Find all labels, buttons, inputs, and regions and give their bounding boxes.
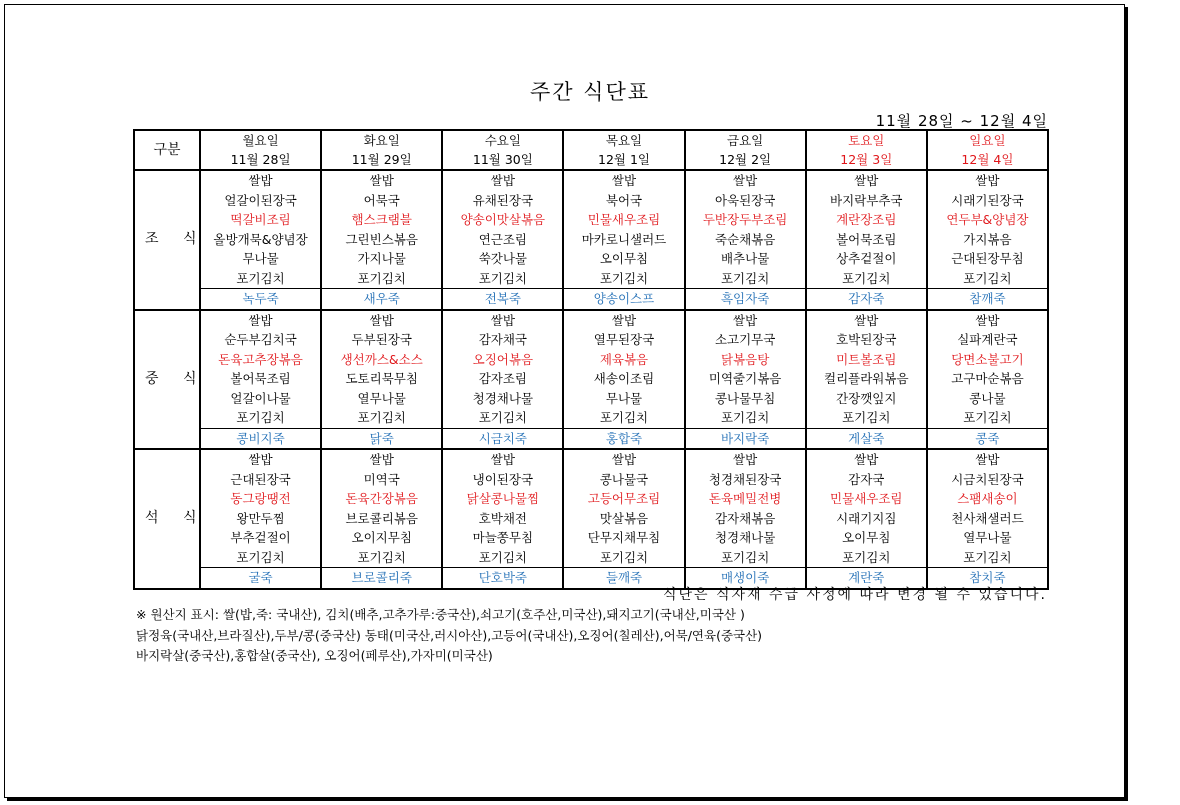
menu-item: 죽순채볶음 xyxy=(685,230,806,250)
menu-item: 시래기지짐 xyxy=(806,509,927,529)
porridge-item: 매생이죽 xyxy=(685,568,806,589)
header-day-date: 11월 30일 xyxy=(442,150,563,170)
menu-item: 콩나물무침 xyxy=(685,389,806,409)
menu-item: 포기김치 xyxy=(200,548,321,568)
menu-item: 쌀밥 xyxy=(927,310,1048,331)
menu-item: 포기김치 xyxy=(200,408,321,428)
menu-item: 쌀밥 xyxy=(200,449,321,470)
menu-item: 고등어무조림 xyxy=(563,489,684,509)
menu-row xyxy=(134,548,1048,568)
menu-item: 바지락부추국 xyxy=(806,191,927,211)
menu-item: 쌀밥 xyxy=(442,170,563,191)
menu-row xyxy=(134,191,1048,211)
menu-item: 스팸새송이 xyxy=(927,489,1048,509)
menu-item: 돈육메밀전병 xyxy=(685,489,806,509)
menu-item: 쌀밥 xyxy=(321,449,442,470)
menu-item: 마카로니샐러드 xyxy=(563,230,684,250)
porridge-item: 콩죽 xyxy=(927,428,1048,449)
origin-line-1: ※ 원산지 표시: 쌀(밥,죽: 국내산), 김치(배추,고추가루:중국산),쇠고기(호주산,미국산),돼지고기(국내산,미국산 ) xyxy=(136,607,745,622)
menu-item: 쌀밥 xyxy=(806,449,927,470)
menu-item: 쌀밥 xyxy=(321,310,442,331)
porridge-item: 단호박죽 xyxy=(442,568,563,589)
menu-row xyxy=(134,449,1048,470)
header-day-name: 일요일 xyxy=(927,130,1048,150)
menu-item: 상추겉절이 xyxy=(806,249,927,269)
menu-item: 북어국 xyxy=(563,191,684,211)
menu-item: 천사채샐러드 xyxy=(927,509,1048,529)
menu-item: 열무나물 xyxy=(927,528,1048,548)
menu-item: 호박채전 xyxy=(442,509,563,529)
menu-item: 연두부&양념장 xyxy=(927,210,1048,230)
menu-item: 쌀밥 xyxy=(685,170,806,191)
menu-item: 호박된장국 xyxy=(806,330,927,350)
menu-item: 얼갈이나물 xyxy=(200,389,321,409)
menu-item: 냉이된장국 xyxy=(442,470,563,490)
menu-item: 미역줄기볶음 xyxy=(685,369,806,389)
porridge-item: 들깨죽 xyxy=(563,568,684,589)
porridge-item: 시금치죽 xyxy=(442,428,563,449)
menu-item: 쑥갓나물 xyxy=(442,249,563,269)
menu-item: 쌀밥 xyxy=(927,170,1048,191)
menu-item: 햄스크램블 xyxy=(321,210,442,230)
header-gubun: 구분 xyxy=(134,130,200,170)
header-day-name: 금요일 xyxy=(685,130,806,150)
menu-item: 근대된장국 xyxy=(200,470,321,490)
menu-item: 마늘쫑무침 xyxy=(442,528,563,548)
porridge-item: 참치죽 xyxy=(927,568,1048,589)
menu-item: 고구마순볶음 xyxy=(927,369,1048,389)
menu-item: 소고기무국 xyxy=(685,330,806,350)
header-day-date: 12월 3일 xyxy=(806,150,927,170)
menu-item: 간장깻잎지 xyxy=(806,389,927,409)
menu-item: 포기김치 xyxy=(563,548,684,568)
menu-row xyxy=(134,210,1048,230)
menu-item: 유채된장국 xyxy=(442,191,563,211)
porridge-item: 브로콜리죽 xyxy=(321,568,442,589)
porridge-item: 게살죽 xyxy=(806,428,927,449)
meal-label: 석 식 xyxy=(134,449,200,589)
header-day-name: 수요일 xyxy=(442,130,563,150)
menu-item: 포기김치 xyxy=(685,269,806,289)
menu-item: 포기김치 xyxy=(806,548,927,568)
menu-item: 청경채나물 xyxy=(685,528,806,548)
porridge-item: 감자죽 xyxy=(806,289,927,310)
menu-item: 열무나물 xyxy=(321,389,442,409)
menu-item: 왕만두찜 xyxy=(200,509,321,529)
menu-item: 포기김치 xyxy=(927,408,1048,428)
menu-item: 부추겉절이 xyxy=(200,528,321,548)
menu-row xyxy=(134,310,1048,331)
menu-item: 오이지무침 xyxy=(321,528,442,548)
menu-item: 포기김치 xyxy=(927,548,1048,568)
porridge-item: 굴죽 xyxy=(200,568,321,589)
menu-item: 새송이조림 xyxy=(563,369,684,389)
menu-item: 쌀밥 xyxy=(563,449,684,470)
header-day-name: 화요일 xyxy=(321,130,442,150)
porridge-item: 흑임자죽 xyxy=(685,289,806,310)
porridge-item: 전복죽 xyxy=(442,289,563,310)
menu-item: 돈육고추장볶음 xyxy=(200,350,321,370)
menu-item: 오징어볶음 xyxy=(442,350,563,370)
menu-item: 동그랑땡전 xyxy=(200,489,321,509)
menu-item: 그린빈스볶음 xyxy=(321,230,442,250)
menu-item: 계란장조림 xyxy=(806,210,927,230)
menu-item: 오이무침 xyxy=(806,528,927,548)
menu-item: 쌀밥 xyxy=(685,310,806,331)
menu-item: 쌀밥 xyxy=(442,449,563,470)
menu-item: 브로콜리볶음 xyxy=(321,509,442,529)
menu-row xyxy=(134,230,1048,250)
menu-item: 감자국 xyxy=(806,470,927,490)
menu-item: 얼갈이된장국 xyxy=(200,191,321,211)
menu-item: 올방개묵&양념장 xyxy=(200,230,321,250)
menu-item: 포기김치 xyxy=(321,548,442,568)
menu-item: 쌀밥 xyxy=(442,310,563,331)
porridge-row xyxy=(134,289,1048,310)
header-day-name: 월요일 xyxy=(200,130,321,150)
menu-item: 쌀밥 xyxy=(200,170,321,191)
porridge-item: 새우죽 xyxy=(321,289,442,310)
menu-row xyxy=(134,249,1048,269)
porridge-item: 콩비지죽 xyxy=(200,428,321,449)
menu-item: 포기김치 xyxy=(442,548,563,568)
menu-item: 두반장두부조림 xyxy=(685,210,806,230)
menu-item: 떡갈비조림 xyxy=(200,210,321,230)
menu-table xyxy=(133,129,1049,590)
menu-item: 생선까스&소스 xyxy=(321,350,442,370)
menu-item: 컬리플라워볶음 xyxy=(806,369,927,389)
porridge-item: 양송이스프 xyxy=(563,289,684,310)
menu-item: 가지볶음 xyxy=(927,230,1048,250)
page-title: 주간 식단표 xyxy=(529,80,651,104)
menu-item: 쌀밥 xyxy=(563,310,684,331)
porridge-item: 바지락죽 xyxy=(685,428,806,449)
menu-item: 무나물 xyxy=(563,389,684,409)
menu-item: 도토리묵무침 xyxy=(321,369,442,389)
menu-item: 청경채나물 xyxy=(442,389,563,409)
menu-row xyxy=(134,489,1048,509)
menu-item: 포기김치 xyxy=(442,269,563,289)
header-day-date: 12월 2일 xyxy=(685,150,806,170)
header-day-name: 토요일 xyxy=(806,130,927,150)
header-day-date: 12월 1일 xyxy=(563,150,684,170)
porridge-item: 녹두죽 xyxy=(200,289,321,310)
menu-item: 열무된장국 xyxy=(563,330,684,350)
header-day-date: 11월 29일 xyxy=(321,150,442,170)
menu-item: 청경채된장국 xyxy=(685,470,806,490)
menu-item: 볼어묵조림 xyxy=(200,369,321,389)
menu-item: 당면소불고기 xyxy=(927,350,1048,370)
menu-item: 닭볶음탕 xyxy=(685,350,806,370)
menu-row xyxy=(134,369,1048,389)
menu-item: 감자채볶음 xyxy=(685,509,806,529)
menu-item: 맛살볶음 xyxy=(563,509,684,529)
menu-item: 민물새우조림 xyxy=(806,489,927,509)
menu-item: 쌀밥 xyxy=(806,310,927,331)
menu-item: 감자조림 xyxy=(442,369,563,389)
origin-line-2: 닭정육(국내산,브라질산),두부/콩(중국산) 동태(미국산,러시아산),고등어(국내산),오징어(칠레산),어묵/연육(중국산) xyxy=(136,628,763,643)
menu-item: 쌀밥 xyxy=(806,170,927,191)
menu-item: 미역국 xyxy=(321,470,442,490)
header-day-date: 12월 4일 xyxy=(927,150,1048,170)
meal-label: 조 식 xyxy=(134,170,200,310)
menu-item: 감자채국 xyxy=(442,330,563,350)
menu-row xyxy=(134,170,1048,191)
menu-item: 순두부김치국 xyxy=(200,330,321,350)
porridge-item: 참깨죽 xyxy=(927,289,1048,310)
menu-item: 실파계란국 xyxy=(927,330,1048,350)
menu-item: 어묵국 xyxy=(321,191,442,211)
header-row-days xyxy=(134,130,1048,150)
menu-row xyxy=(134,269,1048,289)
porridge-item: 닭죽 xyxy=(321,428,442,449)
menu-item: 포기김치 xyxy=(806,269,927,289)
menu-item: 콩나물 xyxy=(927,389,1048,409)
menu-item: 포기김치 xyxy=(806,408,927,428)
menu-item: 포기김치 xyxy=(321,408,442,428)
header-row-dates xyxy=(134,150,1048,170)
menu-item: 가지나물 xyxy=(321,249,442,269)
menu-row xyxy=(134,389,1048,409)
origin-line-3: 바지락살(중국산),홍합살(중국산), 오징어(페루산),가자미(미국산) xyxy=(136,648,493,663)
menu-item: 쌀밥 xyxy=(685,449,806,470)
menu-item: 포기김치 xyxy=(442,408,563,428)
menu-row xyxy=(134,509,1048,529)
menu-item: 단무지채무침 xyxy=(563,528,684,548)
notice-text: 식단은 식자재 수급 사정에 따라 변경 될 수 있습니다. xyxy=(662,587,1047,603)
menu-item: 연근조림 xyxy=(442,230,563,250)
porridge-row xyxy=(134,428,1048,449)
menu-item: 시금치된장국 xyxy=(927,470,1048,490)
porridge-item: 계란죽 xyxy=(806,568,927,589)
menu-item: 포기김치 xyxy=(563,269,684,289)
meal-label: 중 식 xyxy=(134,310,200,450)
menu-item: 쌀밥 xyxy=(200,310,321,331)
menu-item: 쌀밥 xyxy=(321,170,442,191)
menu-item: 근대된장무침 xyxy=(927,249,1048,269)
menu-row xyxy=(134,470,1048,490)
menu-item: 민물새우조림 xyxy=(563,210,684,230)
menu-item: 돈육간장볶음 xyxy=(321,489,442,509)
menu-item: 배추나물 xyxy=(685,249,806,269)
menu-row xyxy=(134,330,1048,350)
menu-item: 콩나물국 xyxy=(563,470,684,490)
menu-row xyxy=(134,350,1048,370)
menu-item: 쌀밥 xyxy=(927,449,1048,470)
menu-item: 미트볼조림 xyxy=(806,350,927,370)
menu-item: 오이무침 xyxy=(563,249,684,269)
menu-item: 포기김치 xyxy=(927,269,1048,289)
menu-item: 시래기된장국 xyxy=(927,191,1048,211)
date-range: 11월 28일 ~ 12월 4일 xyxy=(875,112,1048,130)
menu-item: 닭살콩나물찜 xyxy=(442,489,563,509)
menu-row xyxy=(134,528,1048,548)
menu-item: 무나물 xyxy=(200,249,321,269)
menu-item: 두부된장국 xyxy=(321,330,442,350)
menu-item: 양송이맛살볶음 xyxy=(442,210,563,230)
menu-item: 포기김치 xyxy=(321,269,442,289)
menu-item: 쌀밥 xyxy=(563,170,684,191)
porridge-item: 홍합죽 xyxy=(563,428,684,449)
menu-item: 포기김치 xyxy=(200,269,321,289)
menu-row xyxy=(134,408,1048,428)
menu-item: 포기김치 xyxy=(685,548,806,568)
menu-item: 볼어묵조림 xyxy=(806,230,927,250)
menu-item: 포기김치 xyxy=(685,408,806,428)
menu-item: 제육볶음 xyxy=(563,350,684,370)
header-day-date: 11월 28일 xyxy=(200,150,321,170)
menu-item: 포기김치 xyxy=(563,408,684,428)
menu-item: 아욱된장국 xyxy=(685,191,806,211)
header-day-name: 목요일 xyxy=(563,130,684,150)
